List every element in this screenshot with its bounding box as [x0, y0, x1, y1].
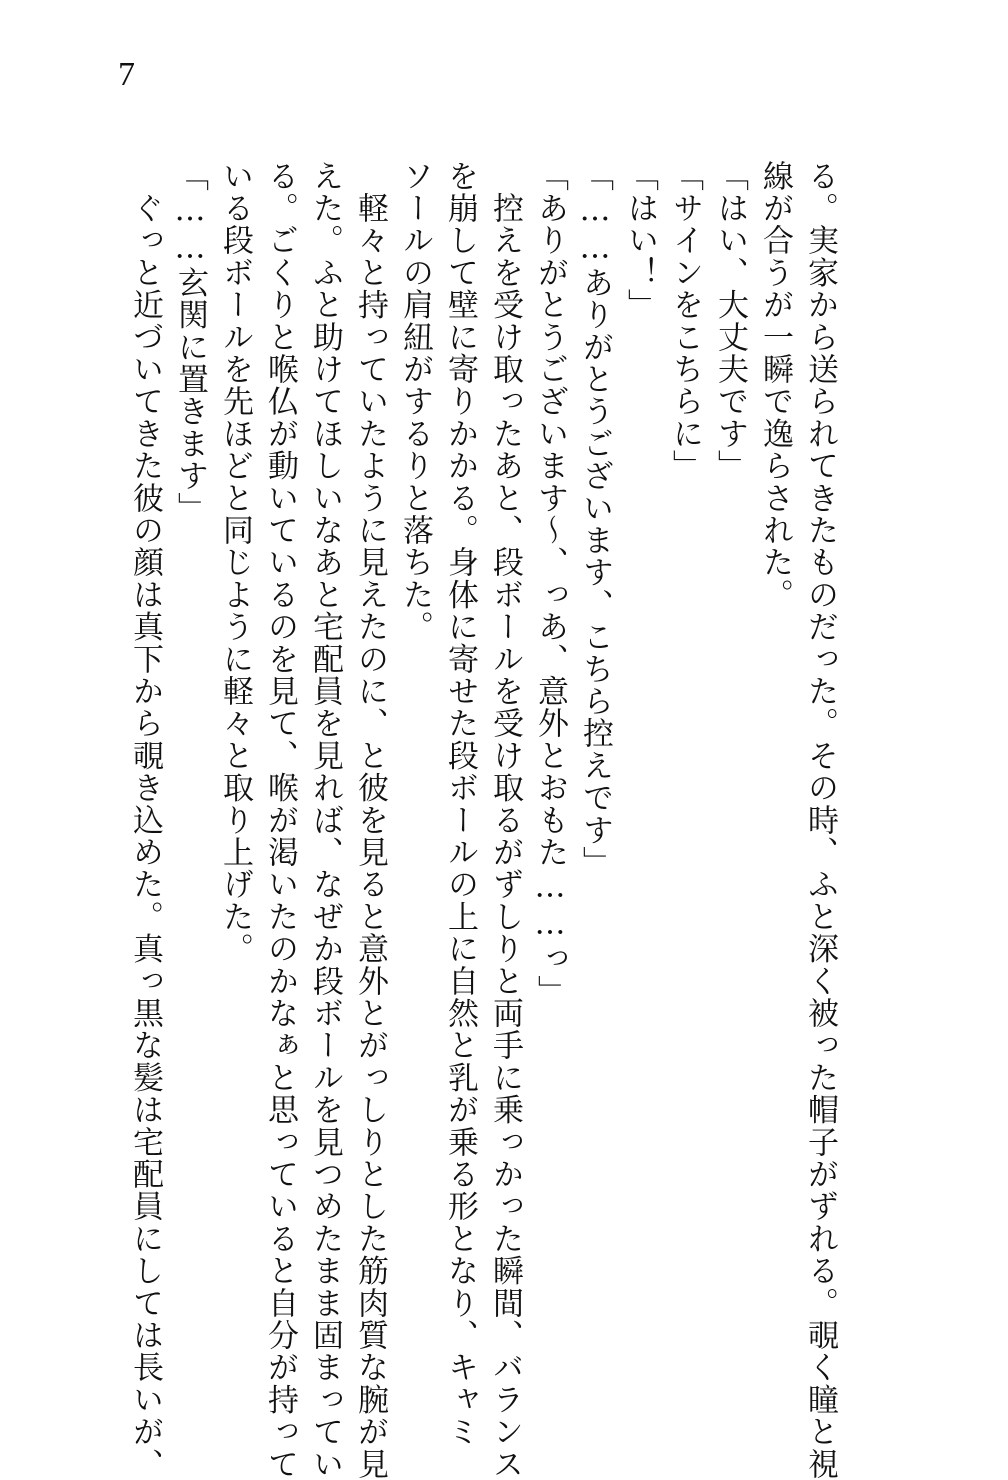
text-line: いる段ボールを先ほどと同じように軽々と取り上げた。: [217, 160, 253, 965]
text-line: 「ありがとうございます～、っあ、意外とおもた……っ」: [532, 160, 568, 1008]
text-line: を崩して壁に寄りかかる。身体に寄せた段ボールの上に自然と乳が乗る形となり、キャミ: [442, 160, 478, 1448]
text-line: 「……玄関に置きます」: [172, 160, 208, 525]
text-line: 軽々と持っていたように見えたのに、と彼を見ると意外とがっしりとした筋肉質な腕が見: [352, 160, 388, 1480]
text-line: 「サインをこちらに」: [667, 160, 703, 482]
text-line: 控えを受け取ったあと、段ボールを受け取るがずしりと両手に乗っかった瞬間、バランス: [487, 160, 523, 1480]
text-line: る。ごくりと喉仏が動いているのを見て、喉が渇いたのかなぁと思っていると自分が持って: [262, 160, 298, 1480]
text-line: 「はい！」: [622, 160, 658, 321]
text-line: えた。ふと助けてほしいなあと宅配員を見れば、なぜか段ボールを見つめたまま固まってい: [307, 160, 343, 1480]
text-line: ソールの肩紐がするりと落ちた。: [397, 160, 433, 643]
text-line: る。実家から送られてきたものだった。その時、ふと深く被った帽子がずれる。覗く瞳と視: [802, 160, 838, 1480]
text-line: 線が合うが一瞬で逸らされた。: [757, 160, 793, 611]
text-line: 「はい、大丈夫です」: [712, 160, 748, 482]
page-number: 7: [118, 56, 135, 93]
text-line: ぐっと近づいてきた彼の顔は真下から覗き込めた。真っ黒な髪は宅配員にしては長いが、: [127, 160, 163, 1480]
body-text: [122, 160, 842, 1480]
text-line: 「……ありがとうございます、こちら控えです」: [577, 160, 613, 879]
